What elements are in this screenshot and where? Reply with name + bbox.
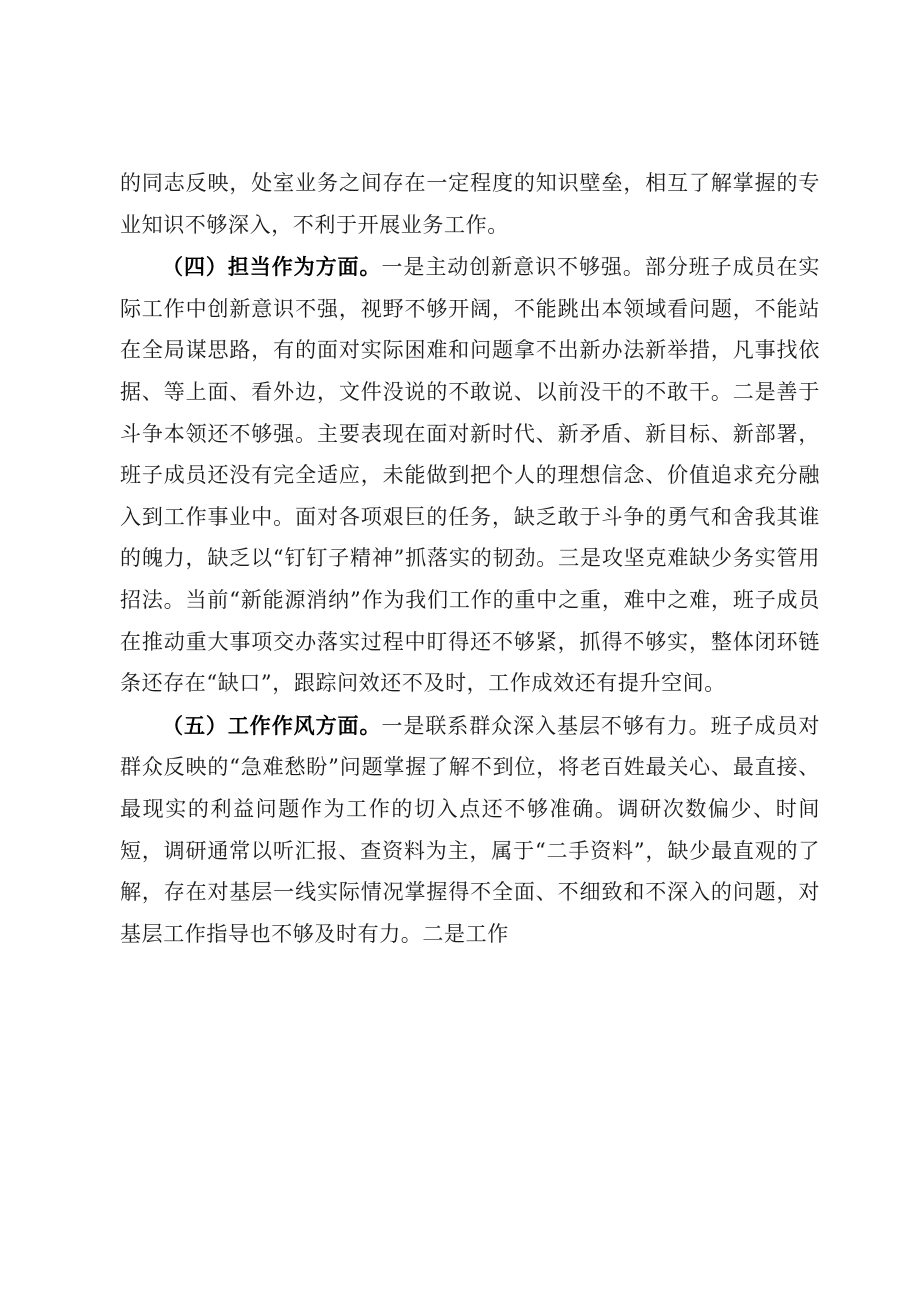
paragraph-text: 的同志反映，处室业务之间存在一定程度的知识壁垒，相互了解掌握的专业知识不够深入，不利于开展业务工作。: [120, 171, 820, 237]
document-body: [120, 163, 820, 955]
paragraph-text: 一是联系群众深入基层不够有力。班子成员对群众反映的“急难愁盼”问题掌握了解不到位，将老百姓最关心、最直接、最现实的利益问题作为工作的切入点还不够准确。调研次数偏少、时间短，调研通常以听汇报、查资料为主，属于“二手资料”，缺少最直观的了解，存在对基层一线实际情况掌握得不全面、不细致和不深入的问题，对基层工作指导也不够及时有力。二是工作: [120, 713, 821, 946]
paragraph-section-four: [120, 246, 820, 705]
section-heading: （五）工作作风方面。: [162, 712, 382, 738]
paragraph-text: 一是主动创新意识不够强。部分班子成员在实际工作中创新意识不强，视野不够开阔，不能跳出本领域看问题，不能站在全局谋思路，有的面对实际困难和问题拿不出新办法新举措，凡事找依据、等上面、看外边，文件没说的不敢说、以前没干的不敢干。二是善于斗争本领还不够强。主要表现在面对新时代、新矛盾、新目标、新部署，班子成员还没有完全适应，未能做到把个人的理想信念、价值追求充分融入到工作事业中。面对各项艰巨的任务，缺乏敢于斗争的勇气和舍我其谁的魄力，缺乏以“钉钉子精神”抓落实的韧劲。三是攻坚克难缺少务实管用招法。当前“新能源消纳”作为我们工作的重中之重，难中之难，班子成员在推动重大事项交办落实过程中盯得还不够紧，抓得不够实，整体闭环链条还存在“缺口”，跟踪问效还不及时，工作成效还有提升空间。: [120, 255, 821, 696]
paragraph-section-five: [120, 705, 820, 956]
section-heading: （四）担当作为方面。: [162, 254, 382, 280]
paragraph-continuation: [120, 163, 820, 246]
